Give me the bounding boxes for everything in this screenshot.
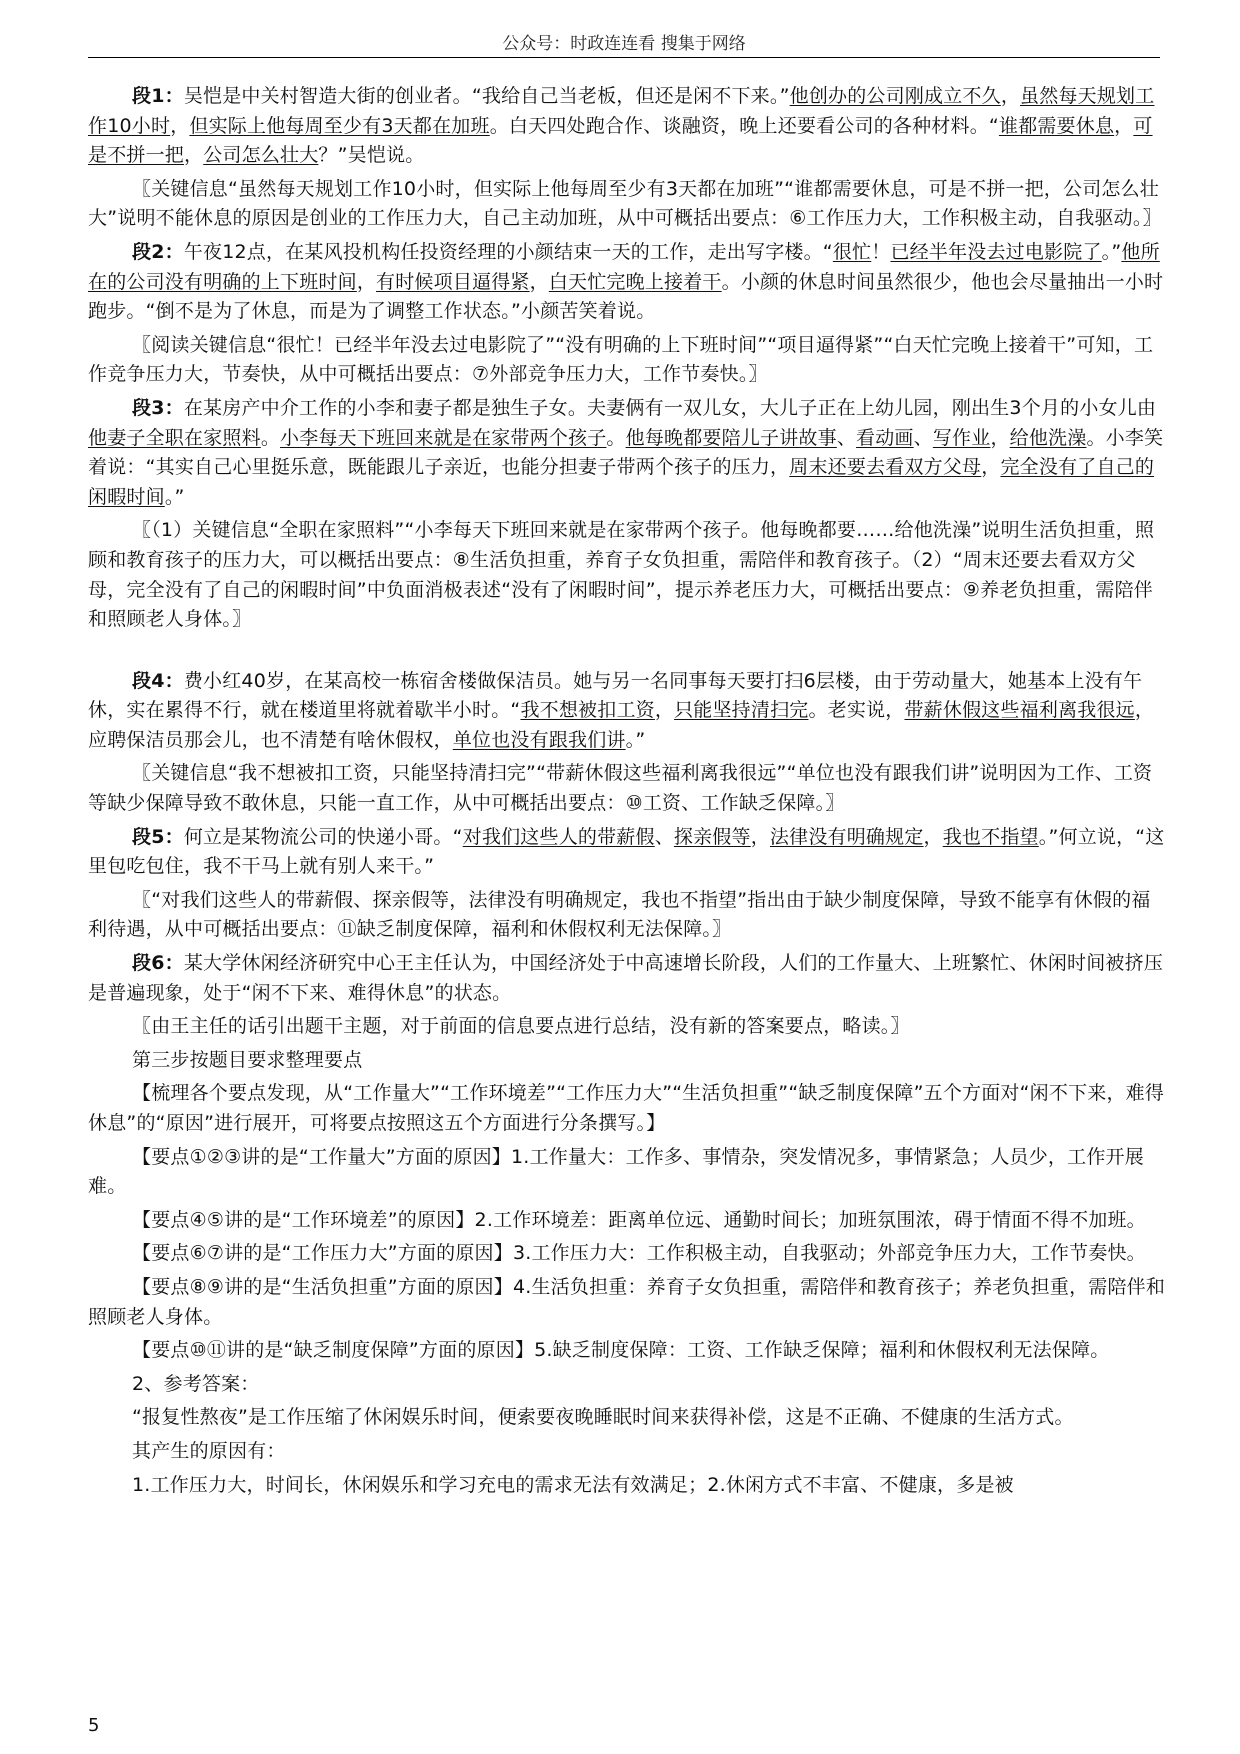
- paragraph-p14: [88, 1079, 1168, 1138]
- text-segment: “报复性熬夜”是工作压缩了休闲娱乐时间，便索要夜晚睡眠时间来获得补偿，这是不正确、不健康的生活方式。: [132, 1406, 1074, 1429]
- text-segment: 。: [606, 426, 626, 449]
- underlined-text: 单位也没有跟我们讲: [452, 728, 626, 751]
- underlined-text: 看动画: [856, 426, 914, 449]
- underlined-text: 写作业: [932, 426, 991, 449]
- paragraph-p17: [88, 1239, 1168, 1269]
- page-header: [88, 32, 1160, 58]
- underlined-text: 他所在的公司没有明确的上下班时间: [88, 240, 1160, 293]
- text-segment: 【要点①②③讲的是“工作量大”方面的原因】1.工作量大：工作多、事情杂，突发情况多，事情紧急；人员少，工作开展难。: [88, 1145, 1144, 1198]
- underlined-text: 法律没有明确规定: [769, 825, 924, 848]
- paragraph-p6: [88, 516, 1168, 634]
- section-label: 段3：: [132, 396, 184, 419]
- text-segment: 【梳理各个要点发现，从“工作量大”“工作环境差”“工作压力大”“生活负担重”“缺乏制度保障”五个方面对“闲不下来，难得休息”的“原因”进行展开，可将要点按照这五个方面进行分条撰写。】: [88, 1082, 1165, 1134]
- text-segment: ，: [923, 825, 943, 848]
- paragraph-p1: [88, 82, 1168, 171]
- paragraph-p15: [88, 1143, 1168, 1202]
- text-segment: 何立是某物流公司的快递小哥。“: [183, 825, 463, 848]
- section-label: 段5：: [132, 825, 184, 848]
- paragraph-p19: [88, 1336, 1168, 1366]
- underlined-text: 只能坚持清扫完: [674, 699, 809, 722]
- text-segment: 2、参考答案：: [132, 1372, 260, 1395]
- underlined-text: 谁都需要休息: [998, 114, 1115, 137]
- text-segment: 1.工作压力大，时间长，休闲娱乐和学习充电的需求无法有效满足；2.休闲方式不丰富、不健康，多是被: [132, 1473, 1014, 1496]
- paragraph-p7: [88, 667, 1168, 756]
- underlined-text: 公司怎么壮大: [203, 144, 319, 167]
- text-segment: 〖关键信息“我不想被扣工资，只能坚持清扫完”“带薪休假这些福利离我很远”“单位也没有跟我们讲”说明因为工作、工资等缺少保障导致不敢休息，只能一直工作，从中可概括出要点：⑩工资、工作缺乏保障。〗: [88, 762, 1153, 815]
- paragraph-p21: [88, 1403, 1168, 1433]
- text-segment: 。”: [1101, 240, 1122, 263]
- text-segment: 。”: [164, 485, 185, 508]
- underlined-text: 虽然每天规划工作10小时: [88, 85, 1155, 137]
- paragraph-p2: [88, 175, 1168, 234]
- underlined-text: 他创办的公司刚成立不久: [789, 85, 1001, 107]
- text-segment: 、: [836, 426, 857, 449]
- text-segment: 第三步按题目要求整理要点: [132, 1048, 363, 1071]
- text-segment: ，: [1114, 114, 1134, 137]
- paragraph-p22: [88, 1437, 1168, 1467]
- underlined-text: 白天忙完晚上接着干: [548, 270, 722, 293]
- paragraph-p20: [88, 1370, 1168, 1400]
- underlined-text: 给他洗澡: [1009, 426, 1087, 449]
- underlined-text: 我不想被扣工资: [520, 699, 655, 722]
- paragraph-p16: [88, 1206, 1168, 1236]
- section-label: 段4：: [132, 669, 184, 692]
- section-label: 段1：: [132, 85, 184, 107]
- underlined-text: 他每晚都要陪儿子讲故事: [625, 426, 837, 449]
- text-segment: 在某房产中介工作的小李和妻子都是独生子女。夫妻俩有一双儿女，大儿子正在上幼儿园，刚出生3个月的小女儿由: [183, 396, 1157, 419]
- text-segment: 【要点⑩⑪讲的是“缺乏制度保障”方面的原因】5.缺乏制度保障：工资、工作缺乏保障；福利和休假权利无法保障。: [132, 1339, 1110, 1362]
- page-number: 5: [88, 1715, 100, 1736]
- underlined-text: 很忙: [832, 240, 872, 263]
- underlined-text: 有时候项目逼得紧: [376, 270, 530, 293]
- text-segment: 【要点④⑤讲的是“工作环境差”的原因】2.工作环境差：距离单位远、通勤时间长；加班氛围浓，碍于情面不得不加班。: [132, 1208, 1146, 1231]
- text-segment: ！: [871, 240, 891, 263]
- underlined-text: 完全没有了自己的闲暇时间: [88, 456, 1155, 508]
- underlined-text: 但实际上他每周至少有3天都在加班: [189, 114, 490, 137]
- underlined-text: 周末还要去看双方父母: [789, 456, 982, 479]
- text-segment: ，应聘保洁员那会儿，也不清楚有啥休假权，: [88, 699, 1155, 751]
- underlined-text: 他妻子全职在家照料: [88, 426, 261, 449]
- text-segment: ，: [990, 426, 1010, 449]
- paragraph-p13: [88, 1046, 1168, 1076]
- text-segment: ，: [1000, 85, 1021, 107]
- text-segment: 某大学休闲经济研究中心王主任认为，中国经济处于中高速增长阶段，人们的工作量大、上班繁忙、休闲时间被挤压是普遍现象，处于“闲不下来、难得休息”的状态。: [88, 952, 1164, 1004]
- text-segment: ，: [356, 270, 377, 293]
- section-label: 段2：: [132, 240, 184, 263]
- underlined-text: 可是不拼一把: [88, 114, 1153, 167]
- text-segment: 。小颜的休息时间虽然很少，他也会尽量抽出一小时跑步。“倒不是为了休息，而是为了调整工作状态。”小颜苦笑着说。: [88, 270, 1164, 323]
- paragraph-p23: [88, 1471, 1168, 1501]
- underlined-text: 对我们这些人的带薪假: [462, 825, 655, 848]
- text-segment: 。”: [625, 728, 646, 751]
- underlined-text: 探亲假等: [673, 825, 751, 848]
- text-segment: ，: [750, 825, 770, 848]
- text-segment: 【要点⑥⑦讲的是“工作压力大”方面的原因】3.工作压力大：工作积极主动，自我驱动；外部竞争压力大，工作节奏快。: [132, 1242, 1146, 1265]
- text-segment: 〖关键信息“虽然每天规划工作10小时，但实际上他每周至少有3天都在加班”“谁都需要休息，可是不拼一把，公司怎么壮大”说明不能休息的原因是创业的工作压力大，自己主动加班，从中可概括出要点：⑥工作压力大，工作积极主动，自我驱动。〗: [88, 177, 1162, 230]
- document-body: [88, 82, 1168, 1504]
- text-segment: 、: [913, 426, 933, 449]
- paragraph-p10: [88, 886, 1168, 945]
- text-segment: ，: [981, 456, 1001, 479]
- text-segment: ，: [184, 144, 204, 167]
- text-segment: 〖阅读关键信息“很忙！已经半年没去过电影院了”“没有明确的上下班时间”“项目逼得紧”“白天忙完晚上接着干”可知，工作竞争压力大，节奏快，从中可概括出要点：⑦外部竞争压力大，工作节奏快。〗: [88, 333, 1154, 386]
- text-segment: 费小红40岁，在某高校一栋宿舍楼做保洁员。她与另一名同事每天要打扫6层楼，由于劳动量大，她基本上没有午休，实在累得不行，就在楼道里将就着歇半小时。“: [88, 669, 1143, 722]
- text-segment: ？”吴恺说。: [318, 144, 425, 167]
- text-segment: 、: [654, 825, 674, 848]
- underlined-text: 小李每天下班回来就是在家带两个孩子: [280, 426, 607, 449]
- text-segment: ，: [654, 699, 675, 722]
- text-segment: 。老实说，: [808, 699, 905, 722]
- underlined-text: 我也不指望: [942, 825, 1039, 848]
- header-text: 公众号：时政连连看 搜集于网络: [502, 34, 746, 54]
- paragraph-p9: [88, 823, 1168, 882]
- text-segment: 〖由王主任的话引出题干主题，对于前面的信息要点进行总结，没有新的答案要点，略读。〗: [132, 1015, 910, 1038]
- text-segment: 【要点⑧⑨讲的是“生活负担重”方面的原因】4.生活负担重：养育子女负担重，需陪伴和教育孩子；养老负担重，需陪伴和照顾老人身体。: [88, 1275, 1166, 1328]
- text-segment: 。: [260, 426, 281, 449]
- text-segment: 。白天四处跑合作、谈融资，晚上还要看公司的各种材料。“: [489, 114, 999, 137]
- paragraph-p8: [88, 759, 1168, 818]
- section-label: 段6：: [132, 952, 184, 975]
- text-segment: ，: [529, 270, 549, 293]
- paragraph-p4: [88, 331, 1168, 390]
- text-segment: 〖“对我们这些人的带薪假、探亲假等，法律没有明确规定，我也不指望”指出由于缺少制度保障，导致不能享有休假的福利待遇，从中可概括出要点：⑪缺乏制度保障，福利和休假权利无法保障。〗: [88, 888, 1151, 941]
- text-segment: 〖（1）关键信息“全职在家照料”“小李每天下班回来就是在家带两个孩子。他每晚都要……给他洗澡”说明生活负担重，照顾和教育孩子的压力大，可以概括出要点：⑧生活负担重，养育子女负担重，需陪伴和教育孩子。（2）“周末还要去看双方父母，完全没有了自己的闲暇时间”中负面消极表述“没有了闲暇时间”，提示养老压力大，可概括出要点：⑨养老负担重，需陪伴和照顾老人身体。〗: [88, 519, 1155, 631]
- paragraph-p18: [88, 1273, 1168, 1332]
- text-segment: 。小李笑着说：“其实自己心里挺乐意，既能跟儿子亲近，也能分担妻子带两个孩子的压力，: [88, 426, 1164, 479]
- paragraph-p12: [88, 1012, 1168, 1042]
- text-segment: ，: [170, 114, 190, 137]
- text-segment: 其产生的原因有：: [132, 1439, 286, 1462]
- paragraph-p3: [88, 238, 1168, 327]
- paragraph-p11: [88, 949, 1168, 1008]
- underlined-text: 带薪休假这些福利离我很远: [904, 699, 1135, 722]
- text-segment: 吴恺是中关村智造大街的创业者。“我给自己当老板，但还是闲不下来。”: [183, 85, 790, 107]
- underlined-text: 已经半年没去过电影院了: [890, 240, 1102, 263]
- text-segment: 。”何立说，“这里包吃包住，我不干马上就有别人来干。”: [88, 825, 1165, 878]
- paragraph-p5: [88, 394, 1168, 512]
- text-segment: 午夜12点，在某风投机构任投资经理的小颜结束一天的工作，走出写字楼。“: [183, 240, 833, 263]
